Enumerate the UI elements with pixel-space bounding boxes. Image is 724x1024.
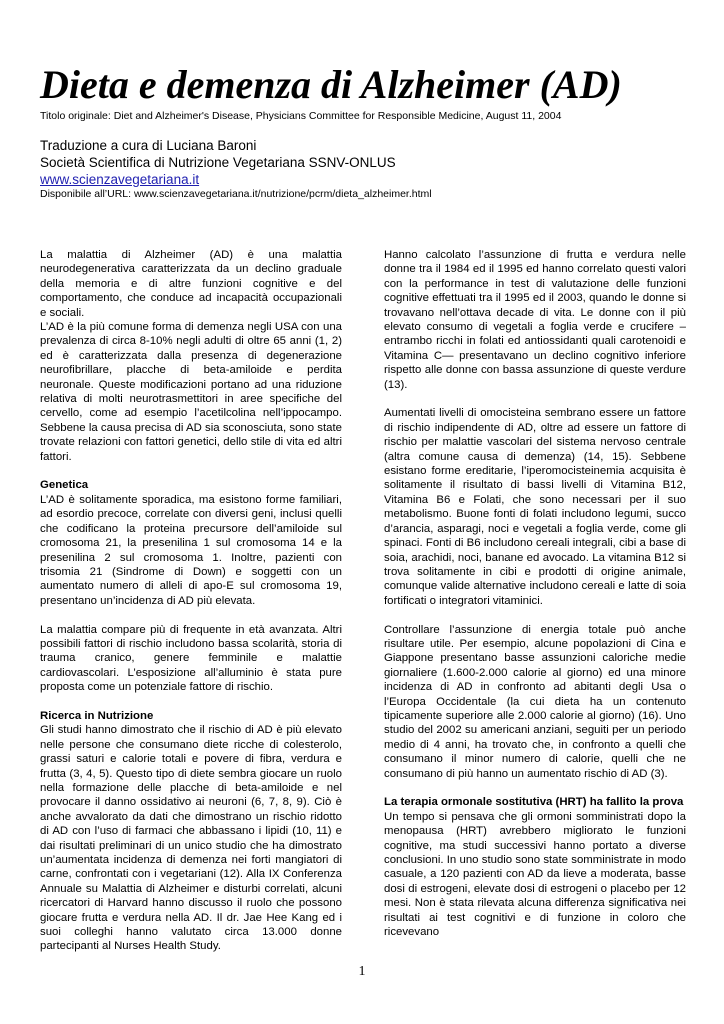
original-title-note: Titolo originale: Diet and Alzheimer's Disease, Physicians Committee for Responsible Medicine, August 11, 2004 xyxy=(40,110,562,122)
website-link[interactable]: www.scienzavegetariana.it xyxy=(40,172,200,187)
paragraph: Aumentati livelli di omocisteina sembrano essere un fattore di rischio indipendente di AD, oltre ad essere un fattore di rischio per malattie vascolari del sistema nervoso centrale (altra comune causa di demenza) (14, 15). Sebbene esistano forme ereditarie, l’iperomocisteinemia acquisita è solitamente il risultato di bassi livelli di Vitamina B12, Vitamina B6 e Folati, che sono necessari per il suo metabolismo. Buone fonti di folati includono legumi, succo d’arancia, asparagi, noci e vegetali a foglia verde, come gli spinaci. Fonti di B6 includono cereali integrali, cibi a base di soia, arachidi, noci, banane ed avocado. La vitamina B12 si trova solitamente in cibi e prodotti di origine animale, comunque valide alternative includono cereali e latte di soia fortificati o integratori vitaminici. xyxy=(384,407,686,607)
credits-block xyxy=(40,137,432,201)
right-column xyxy=(384,248,686,939)
section-heading-ricerca: Ricerca in Nutrizione xyxy=(40,709,154,722)
paragraph: Hanno calcolato l’assunzione di frutta e verdura nelle donne tra il 1984 ed il 1995 ed hanno correlato questi valori con la performance in test di valutazione delle funzioni cognitive effettuati tra il 1995 ed il 2003, quando le donne si trovavano nell’ottava decade di vita. Le donne con il più elevato consumo di vegetali a foglia verde e crucifere –entrambo ricchi in folati ed antiossidanti quali carotenoidi e Vitamina C— presentavano un declino cognitivo inferiore rispetto alle donne con bassa assunzione di queste verdure (13). xyxy=(384,249,686,391)
available-url: Disponibile all’URL: www.scienzavegetariana.it/nutrizione/pcrm/dieta_alzheimer.html xyxy=(40,188,432,200)
society-name: Società Scientifica di Nutrizione Vegetariana SSNV-ONLUS xyxy=(40,155,396,170)
section-heading-hrt: La terapia ormonale sostitutiva (HRT) ha fallito la prova xyxy=(384,796,684,809)
paragraph: La malattia di Alzheimer (AD) è una malattia neurodegenerativa caratterizzata da un declino graduale della memoria e di altre funzioni cognitive e del comportamento, che conduce ad incapacità occupazionali e sociali. xyxy=(40,249,342,319)
document-title: Dieta e demenza di Alzheimer (AD) xyxy=(40,62,622,107)
paragraph: L’AD è solitamente sporadica, ma esistono forme familiari, ad esordio precoce, correlate con diversi geni, inclusi quelli che codificano la proteina precursore dell’amiloide sul cromosoma 21, la presenilina 1 sul cromosoma 14 e la presenilina 2 sul cromosoma 1. Inoltre, pazienti con trisomia 21 (Sindrome di Down) e soggetti con un aumentato numero di alleli di apo-E sul cromosoma 19, presentano un’incidenza di AD più elevata. xyxy=(40,493,342,607)
paragraph: L’AD è la più comune forma di demenza negli USA con una prevalenza di circa 8-10% negli adulti di oltre 65 anni (1, 2) ed è caratterizzata dalla presenza di degenerazione neurofibrillare, placche di beta-amiloide e perdita neuronale. Queste modificazioni portano ad una riduzione relativa di molti neurotrasmettitori in aree specifiche del cervello, come ad esempio l’acetilcolina nell’ippocampo. Sebbene la causa precisa di AD sia sconosciuta, sono state trovate relazioni con fattori genetici, dello stile di vita ed altri fattori. xyxy=(40,321,342,463)
translation-credit: Traduzione a cura di Luciana Baroni xyxy=(40,138,257,153)
paragraph: La malattia compare più di frequente in età avanzata. Altri possibili fattori di rischio includono bassa scolarità, storia di trauma cranico, genere femminile e malattie cardiovascolari. L’esposizione all’alluminio è stata pure proposta come un potenziale fattore di rischio. xyxy=(40,623,342,694)
paragraph: Un tempo si pensava che gli ormoni somministrati dopo la menopausa (HRT) avrebbero migliorato le funzioni cognitive, ma studi successivi hanno portato a diverse conclusioni. In uno studio sono state somministrate in modo casuale, a 120 pazienti con AD da lieve a moderata, basse dosi di estrogeni, elevate dosi di estrogeni o placebo per 12 mesi. Non è stata rilevata alcuna differenza significativa nei risultati ai test cognitivi e di funzione in coloro che ricevevano xyxy=(384,810,686,939)
paragraph: Gli studi hanno dimostrato che il rischio di AD è più elevato nelle persone che consumano diete ricche di colesterolo, grassi saturi e calorie totali e povere di fibra, verdura e frutta (3, 4, 5). Questo tipo di diete sembra giocare un ruolo nella formazione delle placche di beta-amiloide e nel provocare il danno ossidativo ai neuroni (6, 7, 8, 9). Ciò è anche avvalorato da dati che dimostrano un rischio ridotto di AD con l’uso di farmaci che abbassano i lipidi (10, 11) e dai risultati preliminari di un unico studio che ha dimostrato un’aumentata incidenza di demenza nei forti mangiatori di carne, confrontati con i vegetariani (12). Alla IX Conferenza Annuale su Malattia di Alzheimer e disturbi correlati, alcuni ricercatori di Harvard hanno discusso il ruolo che possono giocare frutta e verdura nella AD. Il dr. Jae Hee Kang ed i suoi colleghi hanno valutato circa 13.000 donne partecipanti al Nurses Health Study. xyxy=(40,724,342,953)
left-column xyxy=(40,248,342,954)
page-number: 1 xyxy=(358,964,366,979)
paragraph: Controllare l’assunzione di energia totale può anche risultare utile. Per esempio, alcune popolazioni di Cina e Giappone presentano basse assunzioni caloriche medie giornaliere (1.600-2.000 calorie al giorno) ed una minore incidenza di AD in confronto ad abitanti degli Usa o l’Europa Occidentale (la cui dieta ha un contenuto tipicamente superiore alle 2.000 calorie al giorno) (16). Uno studio del 2002 su americani anziani, seguiti per un periodo medio di 4 anni, ha trovato che, in confronto a quelli che consumano il minor numero di calorie, quelli che ne consumano di più hanno un aumentato rischio di AD (3). xyxy=(384,623,686,780)
section-heading-genetica: Genetica xyxy=(40,479,89,492)
